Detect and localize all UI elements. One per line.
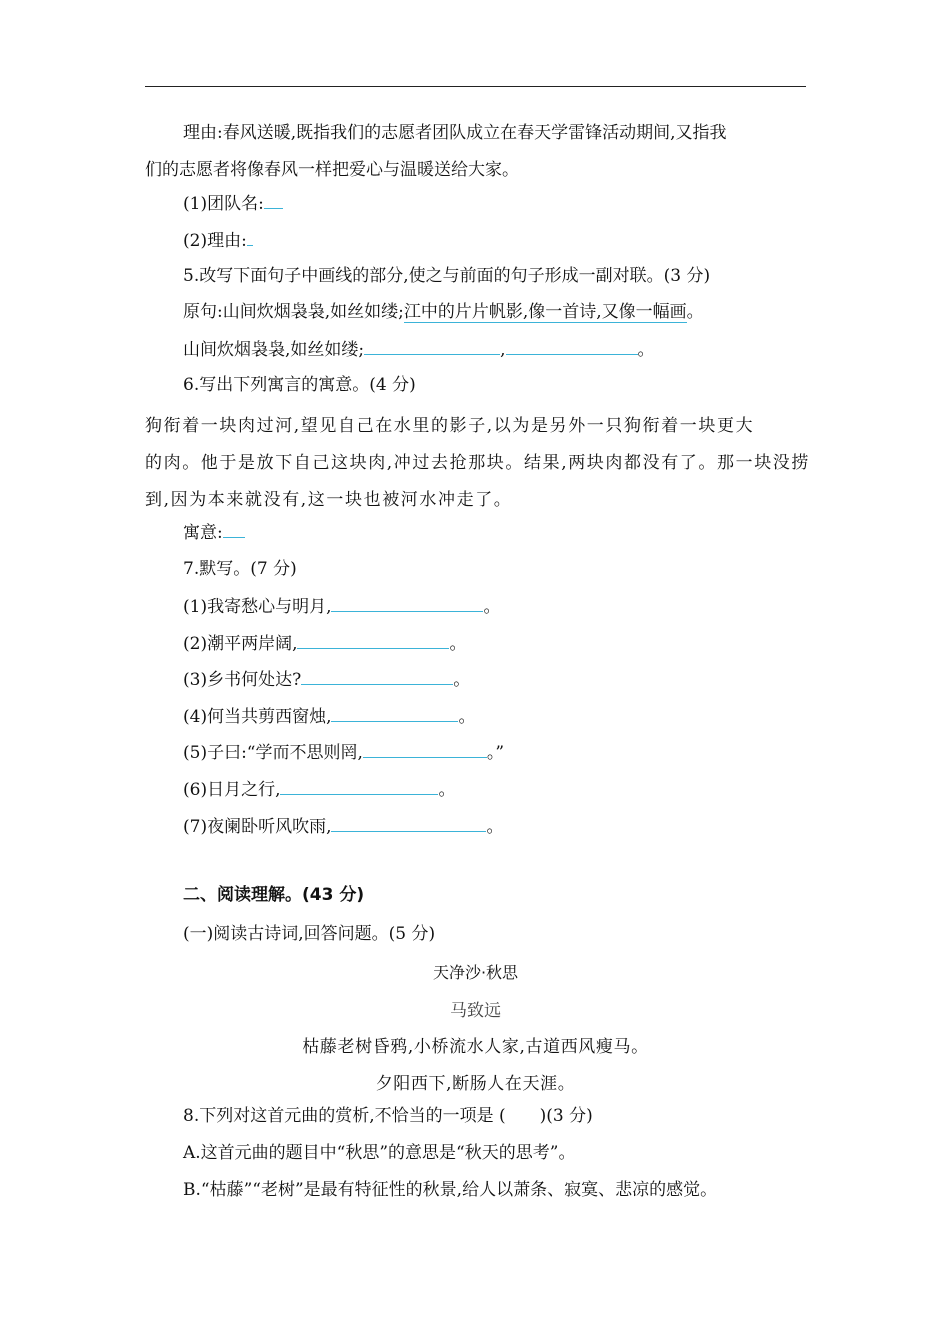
- q7-item-suffix: 。: [453, 670, 471, 690]
- q8-option-b[interactable]: B.“枯藤”“老树”是最有特征性的秋景,给人以萧条、寂寞、悲凉的感觉。: [183, 1180, 718, 1200]
- q7-item-blank[interactable]: [331, 815, 486, 832]
- q7-item: [183, 741, 504, 764]
- q7-item-blank[interactable]: [280, 778, 438, 795]
- q7-item-suffix: 。”: [486, 743, 505, 763]
- q5-answer-end: 。: [637, 340, 655, 360]
- q7-item-prefix: (6)日月之行,: [183, 780, 281, 800]
- q4-reason-label: (2)理由:: [183, 231, 247, 251]
- q5-answer-blank-2[interactable]: [506, 338, 638, 355]
- q6-answer: [183, 521, 245, 544]
- header-rule: [145, 86, 806, 87]
- q8-option-a[interactable]: A.这首元曲的题目中“秋思”的意思是“秋天的思考”。: [183, 1143, 576, 1163]
- q7-item-suffix: 。: [486, 817, 504, 837]
- q7-item-suffix: 。: [449, 634, 467, 654]
- q5-answer-line: [183, 338, 655, 361]
- q7-item-suffix: 。: [438, 780, 456, 800]
- q4-team-name-label: (1)团队名:: [183, 194, 264, 214]
- q7-title: 7.默写。(7 分): [183, 559, 297, 579]
- reason-text-line-1: 理由:春风送暖,既指我们的志愿者团队成立在春天学雷锋活动期间,又指我: [183, 123, 727, 143]
- q7-item-prefix: (3)乡书何处达?: [183, 670, 302, 690]
- q6-fable-line-3: 到,因为本来就没有,这一块也被河水冲走了。: [145, 490, 513, 510]
- q5-answer-comma: ,: [500, 340, 506, 360]
- q4-reason: [183, 229, 253, 252]
- q5-original-sentence: [183, 301, 704, 323]
- q5-underlined-part: 江中的片片帆影,像一首诗,又像一幅画: [403, 302, 687, 322]
- q7-item-prefix: (4)何当共剪西窗烛,: [183, 707, 332, 727]
- q6-title: 6.写出下列寓言的寓意。(4 分): [183, 375, 416, 395]
- reason-blank[interactable]: [247, 229, 253, 246]
- q4-team-name: [183, 192, 283, 215]
- q5-title: 5.改写下面句子中画线的部分,使之与前面的句子形成一副对联。(3 分): [183, 266, 711, 286]
- q7-item-blank[interactable]: [331, 705, 458, 722]
- q7-item: [183, 668, 470, 691]
- poem-title: 天净沙·秋思: [432, 963, 519, 982]
- poem-author: 马致远: [450, 1001, 501, 1021]
- q5-original-prefix: 原句:山间炊烟袅袅,如丝如缕;: [183, 302, 404, 322]
- q7-item-prefix: (1)我寄愁心与明月,: [183, 597, 332, 617]
- section-2-title: 二、阅读理解。(43 分): [183, 885, 365, 905]
- q7-item-blank[interactable]: [297, 632, 449, 649]
- q5-original-end: 。: [686, 302, 704, 322]
- q7-item-suffix: 。: [483, 597, 501, 617]
- q7-item-blank[interactable]: [301, 668, 453, 685]
- poem-line-1: 枯藤老树昏鸦,小桥流水人家,古道西风瘦马。: [302, 1037, 649, 1057]
- q7-item-blank[interactable]: [331, 595, 483, 612]
- part-1-title: (一)阅读古诗词,回答问题。(5 分): [183, 924, 436, 944]
- team-name-blank[interactable]: [264, 192, 283, 209]
- q7-item: [183, 778, 455, 801]
- q6-fable-line-1: 狗衔着一块肉过河,望见自己在水里的影子,以为是另外一只狗衔着一块更大: [145, 416, 755, 436]
- q5-answer-prefix: 山间炊烟袅袅,如丝如缕;: [183, 340, 365, 360]
- q5-answer-blank-1[interactable]: [364, 338, 500, 355]
- q7-item-suffix: 。: [458, 707, 476, 727]
- q6-fable-line-2: 的肉。他于是放下自己这块肉,冲过去抢那块。结果,两块肉都没有了。那一块没捞: [145, 453, 811, 473]
- q7-item: [183, 595, 500, 618]
- q7-item-prefix: (2)潮平两岸阔,: [183, 634, 298, 654]
- q7-item: [183, 815, 503, 838]
- q6-answer-label: 寓意:: [183, 523, 223, 543]
- q7-item-prefix: (7)夜阑卧听风吹雨,: [183, 817, 332, 837]
- moral-blank[interactable]: [223, 521, 245, 538]
- reason-text-line-2: 们的志愿者将像春风一样把爱心与温暖送给大家。: [145, 160, 519, 180]
- poem-line-2: 夕阳西下,断肠人在天涯。: [375, 1074, 576, 1094]
- q7-item: [183, 705, 475, 728]
- q7-item-blank[interactable]: [363, 741, 487, 758]
- q8-title: 8.下列对这首元曲的赏析,不恰当的一项是 ( )(3 分): [183, 1106, 593, 1126]
- q7-item-prefix: (5)子曰:“学而不思则罔,: [183, 743, 363, 763]
- q7-item: [183, 632, 466, 655]
